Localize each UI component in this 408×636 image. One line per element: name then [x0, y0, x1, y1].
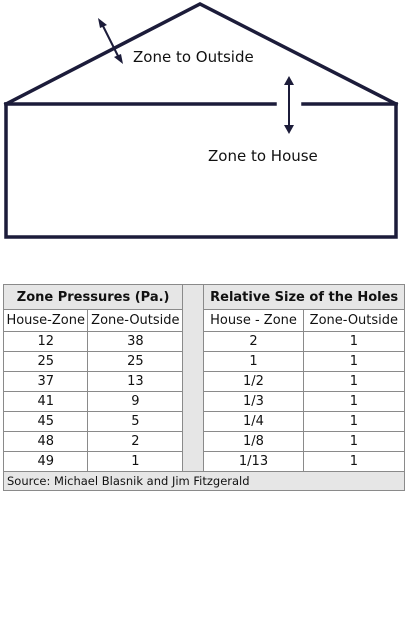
table-row: [4, 332, 405, 352]
table-row: [4, 352, 405, 372]
cell-zone-outside: 2: [88, 432, 183, 452]
cell-hole-house-zone: 1/4: [204, 412, 303, 432]
cell-hole-house-zone: 1/13: [204, 452, 303, 472]
column-gap: [183, 285, 204, 310]
cell-zone-outside: 9: [88, 392, 183, 412]
cell-hole-zone-outside: 1: [303, 452, 404, 472]
cell-zone-outside: 5: [88, 412, 183, 432]
cell-hole-zone-outside: 1: [303, 392, 404, 412]
table-row: [4, 412, 405, 432]
cell-zone-outside: 13: [88, 372, 183, 392]
column-gap: [183, 392, 204, 412]
column-gap: [183, 432, 204, 452]
column-gap: [183, 352, 204, 372]
column-header-row: [4, 310, 405, 332]
cell-house-zone: 45: [4, 412, 88, 432]
source-note: Source: Michael Blasnik and Jim Fitzgerald: [4, 472, 405, 491]
pressure-hole-table: [3, 284, 405, 491]
cell-hole-house-zone: 1/8: [204, 432, 303, 452]
zone-to-house-label: Zone to House: [208, 147, 318, 165]
house-zone-diagram: [0, 0, 408, 260]
cell-zone-outside: 25: [88, 352, 183, 372]
cell-hole-house-zone: 1/2: [204, 372, 303, 392]
column-gap: [183, 372, 204, 392]
source-row: [4, 472, 405, 491]
column-gap: [183, 412, 204, 432]
arrow-zone-to-house: [284, 76, 294, 134]
cell-house-zone: 41: [4, 392, 88, 412]
column-gap: [183, 452, 204, 472]
house-walls: [6, 104, 396, 237]
cell-house-zone: 12: [4, 332, 88, 352]
cell-zone-outside: 1: [88, 452, 183, 472]
cell-hole-zone-outside: 1: [303, 412, 404, 432]
table-row: [4, 392, 405, 412]
cell-house-zone: 25: [4, 352, 88, 372]
col-house-zone: House-Zone: [4, 310, 88, 332]
col-hole-house-zone: House - Zone: [204, 310, 303, 332]
table-row: [4, 372, 405, 392]
col-hole-zone-outside: Zone-Outside: [303, 310, 404, 332]
cell-hole-zone-outside: 1: [303, 432, 404, 452]
cell-hole-zone-outside: 1: [303, 372, 404, 392]
zone-pressures-title: Zone Pressures (Pa.): [4, 285, 183, 310]
cell-hole-house-zone: 1/3: [204, 392, 303, 412]
cell-hole-house-zone: 2: [204, 332, 303, 352]
col-zone-outside: Zone-Outside: [88, 310, 183, 332]
column-gap: [183, 332, 204, 352]
table-header-row: [4, 285, 405, 310]
cell-house-zone: 49: [4, 452, 88, 472]
column-gap: [183, 310, 204, 332]
arrow-zone-to-outside: [98, 18, 123, 64]
cell-hole-zone-outside: 1: [303, 332, 404, 352]
cell-zone-outside: 38: [88, 332, 183, 352]
table-row: [4, 432, 405, 452]
cell-hole-house-zone: 1: [204, 352, 303, 372]
cell-house-zone: 37: [4, 372, 88, 392]
cell-house-zone: 48: [4, 432, 88, 452]
cell-hole-zone-outside: 1: [303, 352, 404, 372]
table-row: [4, 452, 405, 472]
relative-size-title: Relative Size of the Holes: [204, 285, 405, 310]
zone-to-outside-label: Zone to Outside: [133, 48, 254, 66]
